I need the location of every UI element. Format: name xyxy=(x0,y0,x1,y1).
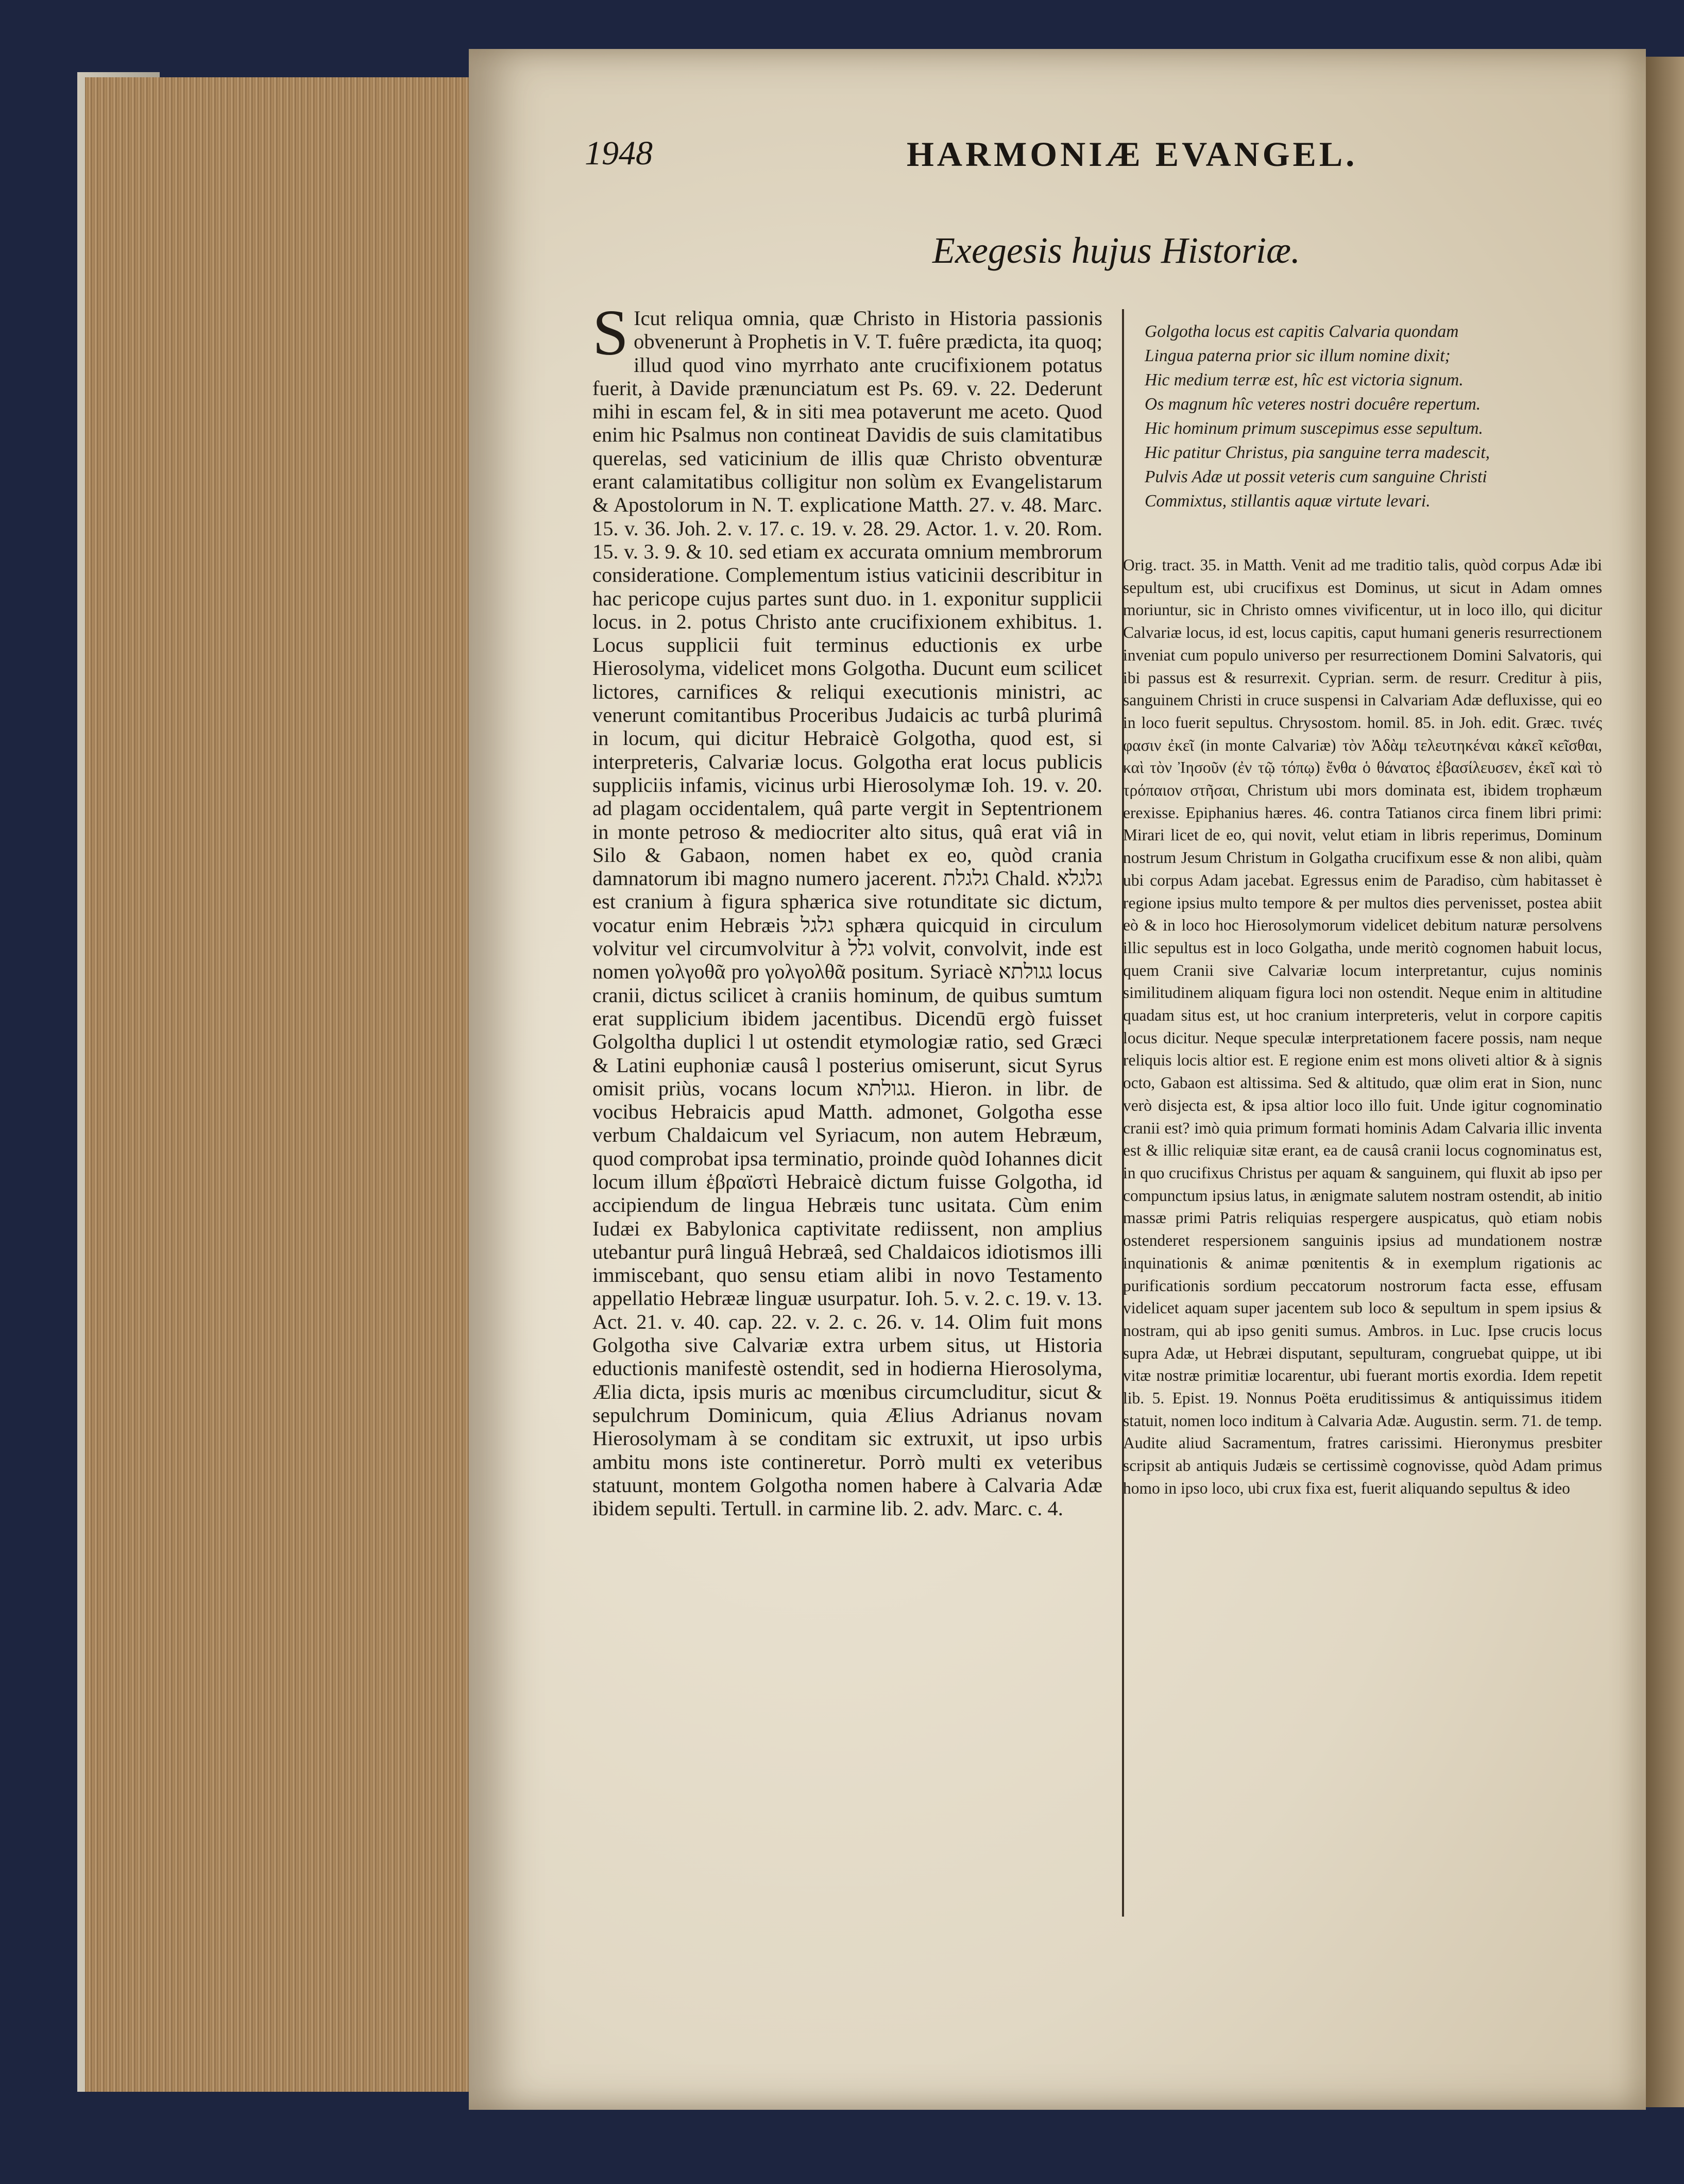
right-column xyxy=(1123,554,1602,1500)
right-column-text: Orig. tract. 35. in Matth. Venit ad me traditio talis, quòd corpus Adæ ibi sepultum est, ubi crucifixus est Dominus, ut sicut in Adam omnes moriuntur, sic in Christo omnes vivificentur, ut in loco illo, qui dicitur Calvariæ locus, id est, locus capitis, caput humani generis resurrectionem inveniat cum populo universo per resurrectionem Domini Salvatoris, qui ibi passus est & resurrexit. Cyprian. serm. de resurr. Creditur à piis, sanguinem Christi in cruce suspensi in Calvariam Adæ defluxisse, qui eo in loco fuerit sepultus. Chrysostom. homil. 85. in Joh. edit. Græc. τινές φασιν ἐκεῖ (in monte Calvariæ) τὸν Ἀδὰμ τελευτηκέναι κἀκεῖ κεῖσθαι, καὶ τὸν Ἰησοῦν (ἐν τῷ τόπῳ) ἔνθα ὁ θάνατος ἐβασίλευσεν, ἐκεῖ καὶ τὸ τρόπαιον στῆσαι, Christum ubi mors dominata est, ibidem trophæum erexisse. Epiphanius hæres. 46. contra Tatianos circa finem libri primi: Mirari licet de eo, qui novit, velut etiam in libris reperimus, Dominum nostrum Jesum Christum in Golgatha crucifixum esse & non alibi, quàm ubi corpus Adam jacebat. Egressus enim de Paradiso, cùm habitasset è regione ipsius multo tempore & per multos dies pervenisset, postea abiit eò & in loco hoc Hierosolymorum videlicet debitum naturæ persolvens illic sepultus est in loco Golgatha, unde meritò cognomen habuit locus, quem Cranii sive Calvariæ locum interpretantur, cujus nominis similitudinem aliquam figura loci non ostendit. Neque enim in altitudine quadam situs est, ut hoc cranium interpreteris, velut in corpore capitis locus dicitur. Neque speculæ interpretationem facere possis, nam neque reliquis locis altior est. E regione enim est mons oliveti altior & à signis octo, Gabaon est altissima. Sed & altitudo, quæ olim erat in Sion, nunc verò disjecta est, & ipsa altior loco illo fuit. Unde igitur cognominatio cranii est? imò quia primum formati hominis Adam Calvaria illic inventa est & illic reliquiæ sitæ erant, ea de causâ cranii locus cognominatus est, in quo crucifixus Christus per aquam & sanguinem, qui fluxit ab ipso per compunctum ipsius latus, in ænigmate salutem nostram ostendit, ab initio massæ primi Patris reliquias respergere auspicatus, quò etiam nobis ostenderet respersionem sanguinis ipsius ad mundationem nostræ inquinationis & animæ pœnitentis & in exemplum rigationis ac purificationis sordium peccatorum nostrorum facta esse, effusam videlicet aquam super jacentem sub loco & sepultum in spem ipsius & nostram, qui ab ipso geniti sumus. Ambros. in Luc. Ipse crucis locus supra Adæ, ut Hebræi disputant, sepulturam, congruebat quippe, ut ibi vitæ nostræ primitiæ locarentur, ubi fuerant mortis exordia. Idem repetit lib. 5. Epist. 19. Nonnus Poëta eruditissimus & antiquissimus itidem statuit, nomen loco inditum à Calvaria Adæ. Augustin. serm. 71. de temp. Audite aliud Sacramentum, fratres carissimi. Hieronymus presbiter scripsit ab antiquis Judæis se certissimè cognovisse, quòd Adam primus homo in ipso loco, ubi crux fixa est, fuerit aliquando sepultus & ideo xyxy=(1123,556,1602,1497)
poem-line: Commixtus, stillantis aquæ virtute levari. xyxy=(1145,492,1431,511)
page-number: 1948 xyxy=(585,134,653,172)
facing-page-edge xyxy=(1646,57,1684,2107)
poem-line: Hic medium terræ est, hîc est victoria signum. xyxy=(1145,370,1464,390)
running-head: HARMONIÆ EVANGEL. xyxy=(907,134,1358,174)
poem-line: Golgotha locus est capitis Calvaria quondam xyxy=(1145,322,1459,341)
section-subtitle: Exegesis hujus Historiæ. xyxy=(932,230,1300,271)
drop-cap: S xyxy=(592,297,629,369)
left-column xyxy=(592,297,1102,1520)
poem-line: Hic hominum primum suscepimus esse sepultum. xyxy=(1145,419,1483,438)
page-block-edge xyxy=(85,77,480,2092)
poem-block xyxy=(1145,319,1603,513)
poem-line: Hic patitur Christus, pia sanguine terra madescit, xyxy=(1145,443,1490,462)
poem-line: Os magnum hîc veteres nostri docuêre repertum. xyxy=(1145,395,1481,414)
poem-line: Lingua paterna prior sic illum nomine dixit; xyxy=(1145,346,1451,365)
left-column-text: Icut reliqua omnia, quæ Christo in Historia passionis obvenerunt à Prophetis in V. T. fuêre prædicta, ita quoq; illud quod vino myrrhato ante crucifixionem potatus fuerit, à Davide prænunciatum est Ps. 69. v. 22. Dederunt mihi in escam fel, & in siti mea potaverunt me aceto. Quod enim hic Psalmus non contineat Davidis de suis clamitatibus querelas, sed vaticinium de illis quæ Christo obventuræ erant calamitatibus colligitur non solùm ex Evangelistarum & Apostolorum in N. T. explicatione Matth. 27. v. 48. Marc. 15. v. 36. Joh. 2. v. 17. c. 19. v. 28. 29. Actor. 1. v. 20. Rom. 15. v. 3. 9. & 10. sed etiam ex accurata omnium membrorum consideratione. Complementum istius vaticinii describitur in hac pericope cujus partes sunt duo. in 1. exponitur supplicii locus. in 2. potus Christo ante crucifixionem exhibitus. 1. Locus supplicii fuit terminus eductionis ex urbe Hierosolyma, videlicet mons Golgotha. Ducunt eum scilicet lictores, carnifices & reliqui executionis ministri, ac venerunt comitantibus Proceribus Judaicis ac turbâ plurimâ in locum, qui dicitur Hebraicè Golgotha, quod est, si interpreteris, Calvariæ locus. Golgotha erat locus publicis suppliciis infamis, vicinus urbi Hierosolymæ Ioh. 19. v. 20. ad plagam occidentalem, quâ parte vergit in Septentrionem in monte petroso & mediocriter alto situs, quâ erat viâ in Silo & Gabaon, nomen habet ex eo, quòd crania damnatorum ibi magno numero jacerent. גלגלת Chald. גלגלא est cranium à figura sphærica sive rotunditate sic dictum, vocatur enim Hebræis גלגל sphæra quicquid in circulum volvitur vel circumvolvitur à גלל volvit, convolvit, inde est nomen γολγοθᾶ pro γολγολθᾶ positum. Syriacè גגולתא locus cranii, dictus scilicet à craniis hominum, de quibus sumtum erat supplicium ibidem jacentibus. Dicendū ergò fuisset Golgoltha duplici l ut ostendit etymologiæ ratio, sed Græci & Latini euphoniæ causâ l posterius omiserunt, sicut Syrus omisit priùs, vocans locum גגולתא. Hieron. in libr. de vocibus Hebraicis apud Matth. admonet, Golgotha esse verbum Chaldaicum vel Syriacum, non autem Hebræum, quod comprobat ipsa terminatio, proinde quòd Iohannes dicit locum illum ἑβραϊστὶ Hebraicè dictum fuisse Golgotha, id accipiendum de lingua Hebræis tunc usitata. Cùm enim Iudæi ex Babylonica captivitate rediissent, non amplius utebantur purâ linguâ Hebræâ, sed Chaldaicos idiotismos illi immiscebant, quo sensu etiam alibi in novo Testamento appellatio Hebrææ linguæ usurpatur. Ioh. 5. v. 2. c. 19. v. 13. Act. 21. v. 40. cap. 22. v. 2. c. 26. v. 14. Olim fuit mons Golgotha sive Calvariæ extra urbem situs, ut Historia eductionis manifestè ostendit, sed in hodierna Hierosolyma, Ælia dicta, ipsis muris ac mœnibus circumcluditur, sicut & sepulchrum Dominicum, quia Ælius Adrianus novam Hierosolymam à se conditam sic extruxit, ut ipso urbis ambitu mons iste contineretur. Porrò multi ex veteribus statuunt, montem Golgotha nomen habere à Calvaria Adæ ibidem sepulti. Tertull. in carmine lib. 2. adv. Marc. c. 4. xyxy=(592,307,1102,1520)
poem-line: Pulvis Adæ ut possit veteris cum sanguine Christi xyxy=(1145,467,1487,486)
